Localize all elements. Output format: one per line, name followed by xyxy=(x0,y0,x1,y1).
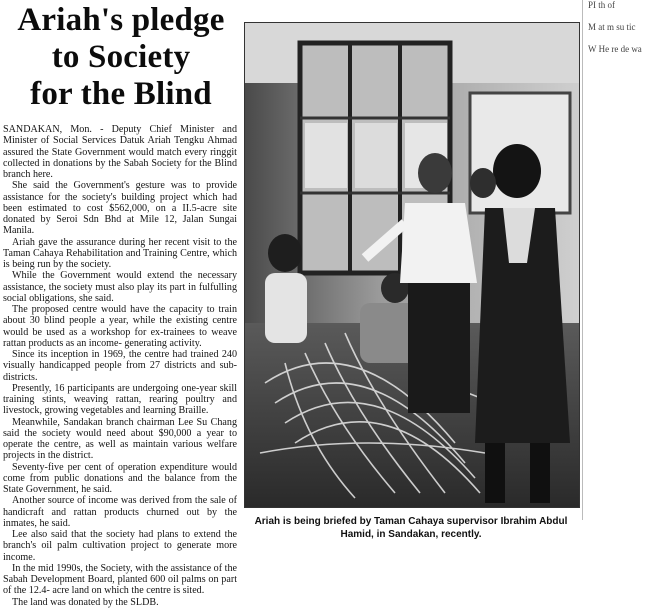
article-paragraph: The land was donated by the SLDB. xyxy=(12,596,159,608)
news-photo xyxy=(244,22,580,508)
side-fragment: M at m su tic xyxy=(588,22,636,32)
article-paragraph: In the mid 1990s, the Society, with the assistance of the Sabah Development Board, planted 600 oil palms on part of the 12.4- acre land on which the centre is sited. xyxy=(3,562,237,597)
side-fragment: W He re de wa xyxy=(588,44,642,54)
article-paragraph: SANDAKAN, Mon. - Deputy Chief Minister and Minister of Social Services Datuk Ariah Tengku Ahmad assured the State Government would match every ringgit collected in donations by the Sabah Society for the Blind branch here. xyxy=(3,124,237,180)
article-paragraph: Another source of income was derived from the sale of handicraft and rattan products churned out by the inmates, he said. xyxy=(3,495,237,529)
adjacent-article-fragment xyxy=(588,0,642,555)
photo-caption: Ariah is being briefed by Taman Cahaya supervisor Ibrahim Abdul Hamid, in Sandakan, recently. xyxy=(254,516,568,540)
article-paragraph: Lee also said that the society had plans to extend the branch's oil palm cultivation project to generate more income. xyxy=(3,529,237,563)
headline-line-3: for the Blind xyxy=(30,76,212,112)
article-paragraph: Meanwhile, Sandakan branch chairman Lee Su Chang said the society would need about $90,000 a year to operate the centre, as well as maintain various welfare projects in the district. xyxy=(3,416,237,462)
news-photo-illustration xyxy=(245,23,579,507)
side-fragment: PI th of xyxy=(588,0,615,10)
article-paragraph: Seventy-five per cent of operation expenditure would come from public donations and the balance from the State Government, he said. xyxy=(3,461,237,495)
headline xyxy=(0,2,242,113)
article-paragraph: While the Government would extend the necessary assistance, the society must also play its part in fulfulling social obligations, she said. xyxy=(3,270,237,304)
headline-line-2: to Society xyxy=(51,39,191,75)
article-paragraph: Ariah gave the assurance during her recent visit to the Taman Cahaya Rehabilitation and Training Centre, which is being run by the society. xyxy=(3,236,237,270)
article-paragraph: She said the Government's gesture was to provide assistance for the society's building project which had been estimated to cost $562,000, on a II.5-acre site donated by Seroi Sdn Bhd at Mile 12, Jalan Sungai Manila. xyxy=(3,180,237,237)
article-paragraph: Presently, 16 participants are undergoing one-year skill training stints, weaving rattan, rearing poultry and livestock, growing vegetables and learning Braille. xyxy=(3,382,237,417)
article-paragraph: The proposed centre would have the capacity to train about 30 blind people a year, while the existing centre would be used as a workshop for ex-trainees to weave rattan products as an income- generating activity. xyxy=(3,304,237,349)
column-divider xyxy=(582,0,583,520)
article-paragraph: Since its inception in 1969, the centre had trained 240 visually handicapped people from 27 districts and sub-districts. xyxy=(3,349,237,383)
article-body xyxy=(3,124,237,608)
headline-line-1: Ariah's pledge xyxy=(17,2,225,38)
